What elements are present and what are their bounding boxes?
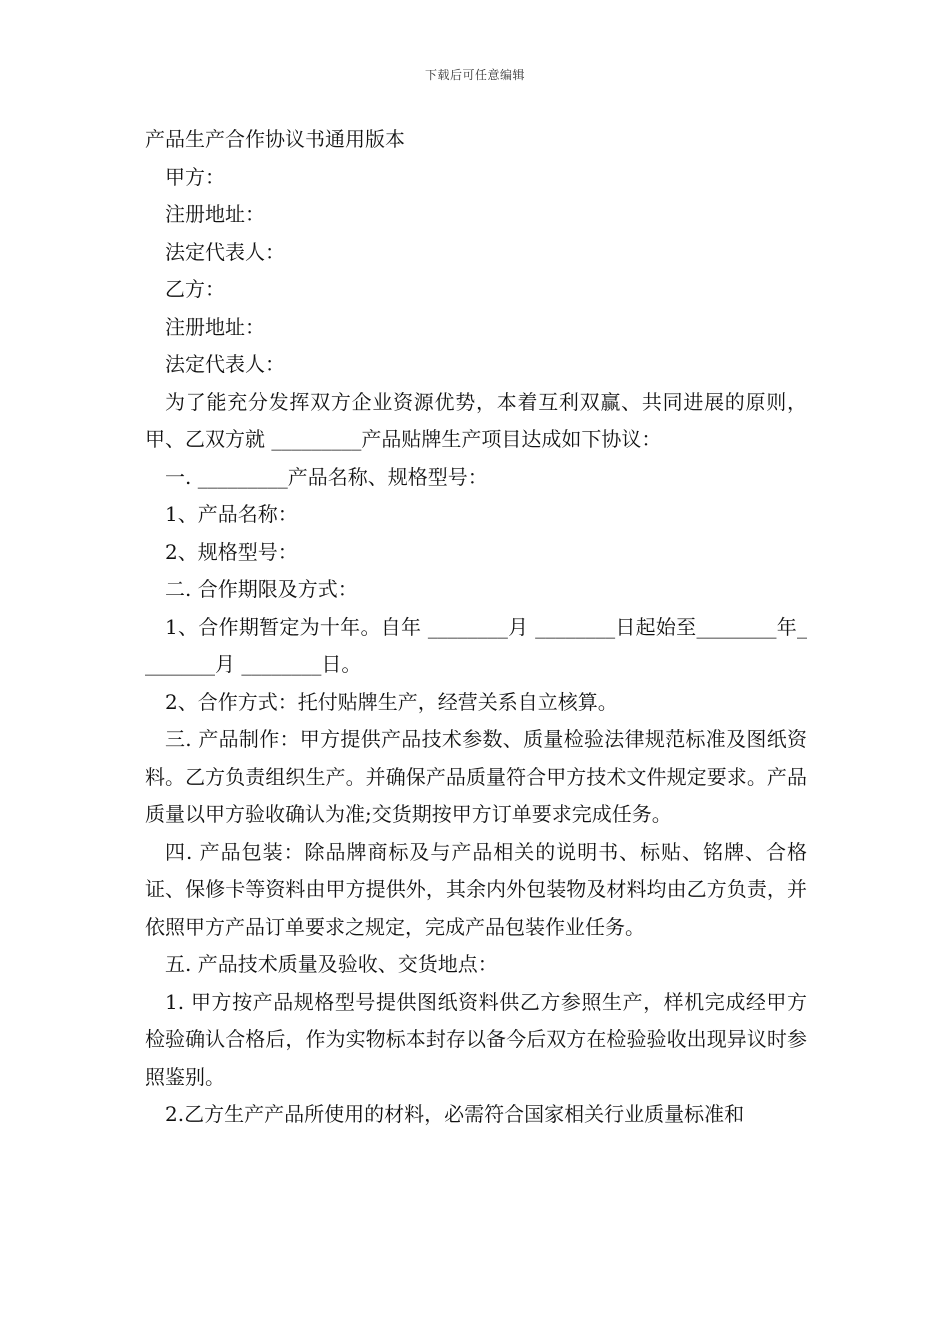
section-1-heading: 一. _________产品名称、规格型号： [165, 464, 488, 489]
party-b-rep-label: 法定代表人： [165, 352, 285, 376]
section-5-item-2: 2.乙方生产产品所使用的材料，必需符合国家相关行业质量标准和 [165, 1102, 745, 1126]
document-body [145, 121, 807, 1134]
document-title: 产品生产合作协议书通用版本 [145, 127, 405, 151]
header-note: 下载后可任意编辑 [424, 68, 525, 82]
section-1-item-2: 2、规格型号： [165, 539, 298, 564]
party-a-label: 甲方： [165, 164, 225, 189]
section-3-paragraph: 三. 产品制作：甲方提供产品技术参数、质量检验法律规范标准及图纸资料。乙方负责组织生产。并确保产品质量符合甲方技术文件规定要求。产品质量以甲方验收确认为准;交货期按甲方订单要求完成任务。 [145, 727, 807, 826]
section-2-item-2: 2、合作方式：托付贴牌生产，经营关系自立核算。 [165, 689, 618, 714]
section-1-item-1: 1、产品名称： [165, 502, 298, 526]
section-4-paragraph: 四. 产品包装：除品牌商标及与产品相关的说明书、标贴、铭牌、合格证、保修卡等资料由甲方提供外，其余内外包装物及材料均由乙方负责，并依照甲方产品订单要求之规定，完成产品包装作业任务。 [145, 839, 807, 939]
party-a-rep-label: 法定代表人： [165, 239, 285, 264]
section-2-item-1: 1、合作期暂定为十年。自年 ________月 ________日起始至________年________月 ________日。 [145, 614, 807, 676]
party-b-label: 乙方： [165, 277, 225, 301]
party-a-address-label: 注册地址： [165, 202, 265, 226]
section-5-heading: 五. 产品技术质量及验收、交货地点： [165, 952, 498, 976]
section-2-heading: 二. 合作期限及方式： [165, 577, 358, 601]
preamble-paragraph: 为了能充分发挥双方企业资源优势，本着互利双赢、共同进展的原则，甲、乙双方就 _________产品贴牌生产项目达成如下协议： [145, 389, 807, 451]
section-5-item-1: 1. 甲方按产品规格型号提供图纸资料供乙方参照生产，样机完成经甲方检验确认合格后，作为实物标本封存以备今后双方在检验验收出现异议时参照鉴别。 [145, 989, 807, 1089]
party-b-address-label: 注册地址： [165, 314, 265, 339]
